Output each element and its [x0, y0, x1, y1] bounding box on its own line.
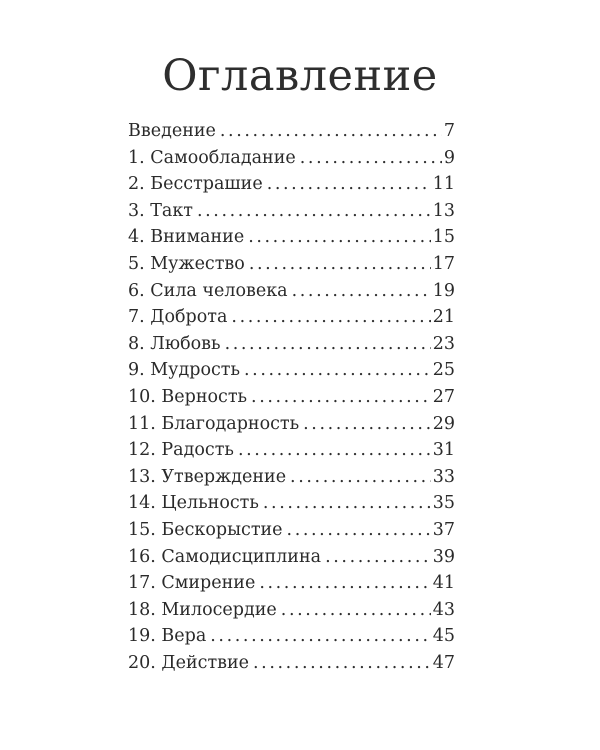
toc-entry-title: 11. Благодарность — [128, 413, 300, 434]
toc-entry-page-number: 31 — [432, 440, 455, 461]
toc-entry-title: 7. Доброта — [128, 307, 228, 328]
toc-entry-title: 4. Внимание — [128, 227, 245, 248]
toc-entry-page-number: 13 — [432, 200, 455, 221]
toc-entry-page-number: 47 — [432, 652, 455, 673]
toc-entry — [128, 357, 455, 384]
toc-entry — [128, 570, 455, 597]
toc-entry — [128, 490, 455, 517]
toc-entry-title: 18. Милосердие — [128, 599, 277, 620]
toc-entry-title: 13. Утверждение — [128, 466, 287, 487]
dot-leader — [267, 171, 431, 198]
toc-entry-page-number: 43 — [432, 599, 455, 620]
toc-entry-page-number: 7 — [443, 121, 455, 141]
toc-entry-page-number: 39 — [432, 546, 455, 567]
toc-entry-page-number: 27 — [432, 386, 455, 407]
dot-leader — [231, 304, 430, 331]
toc-entry-page-number: 35 — [432, 493, 455, 514]
dot-leader — [292, 278, 431, 305]
toc-entry-title: 1. Самообладание — [128, 147, 296, 168]
toc-entry-title: 5. Мужество — [128, 253, 245, 274]
toc-entry-page-number: 45 — [432, 626, 455, 647]
dot-leader — [251, 384, 431, 411]
toc-entry-title: 14. Цельность — [128, 493, 259, 514]
dot-leader — [253, 650, 431, 677]
dot-leader — [197, 198, 431, 225]
toc-entry — [128, 278, 455, 305]
toc-entry — [128, 304, 455, 331]
toc-entry — [128, 437, 455, 464]
toc-entry-page-number: 37 — [432, 519, 455, 540]
toc-entry — [128, 171, 455, 198]
toc-entry-title: 16. Самодисциплина — [128, 546, 322, 567]
toc-entry-title: 17. Смирение — [128, 573, 256, 594]
toc-entry-page-number: 15 — [432, 227, 455, 248]
toc-entry — [128, 464, 455, 491]
toc-entry — [128, 198, 455, 225]
toc-entry — [128, 544, 455, 571]
dot-leader — [263, 490, 431, 517]
toc-entry-page-number: 9 — [443, 147, 455, 168]
toc-entry-page-number: 21 — [432, 307, 455, 328]
dot-leader — [325, 544, 431, 571]
toc-entry — [128, 145, 455, 172]
dot-leader — [244, 357, 431, 384]
toc-entry — [128, 384, 455, 411]
toc-entry-title: 6. Сила человека — [128, 280, 288, 301]
dot-leader — [281, 597, 431, 624]
toc-entry-page-number: 25 — [432, 360, 455, 381]
toc-entry-title: 10. Верность — [128, 386, 248, 407]
toc-entry-page-number: 41 — [432, 573, 455, 594]
toc-entry — [128, 650, 455, 677]
toc-entry-title: 2. Бесстрашие — [128, 174, 263, 195]
dot-leader — [220, 118, 442, 145]
toc-entry — [128, 118, 455, 145]
toc-entry-title: 9. Мудрость — [128, 360, 240, 381]
toc-entry-title: 12. Радость — [128, 440, 234, 461]
dot-leader — [259, 570, 430, 597]
dot-leader — [290, 464, 431, 491]
dot-leader — [248, 224, 431, 251]
toc-entry — [128, 411, 455, 438]
dot-leader — [238, 437, 431, 464]
toc-entry-page-number: 33 — [432, 466, 455, 487]
dot-leader — [225, 331, 431, 358]
toc-entry-title: Введение — [128, 121, 216, 141]
toc-entry-title: 19. Вера — [128, 626, 207, 647]
toc-entry-page-number: 23 — [432, 333, 455, 354]
toc-entry — [128, 517, 455, 544]
toc-entry — [128, 623, 455, 650]
page-title: Оглавление — [162, 51, 438, 101]
dot-leader — [287, 517, 431, 544]
toc-entry — [128, 331, 455, 358]
table-of-contents — [128, 118, 455, 676]
toc-entry — [128, 224, 455, 251]
toc-entry-page-number: 17 — [432, 253, 455, 274]
toc-entry-title: 8. Любовь — [128, 333, 221, 354]
dot-leader — [249, 251, 431, 278]
toc-entry-page-number: 11 — [432, 174, 455, 195]
dot-leader — [210, 623, 430, 650]
toc-entry-title: 15. Бескорыстие — [128, 519, 283, 540]
dot-leader — [303, 411, 431, 438]
toc-entry — [128, 251, 455, 278]
toc-entry-title: 20. Действие — [128, 652, 249, 673]
dot-leader — [300, 145, 442, 172]
toc-entry-title: 3. Такт — [128, 200, 193, 221]
toc-entry-page-number: 29 — [432, 413, 455, 434]
toc-entry — [128, 597, 455, 624]
toc-entry-page-number: 19 — [432, 280, 455, 301]
